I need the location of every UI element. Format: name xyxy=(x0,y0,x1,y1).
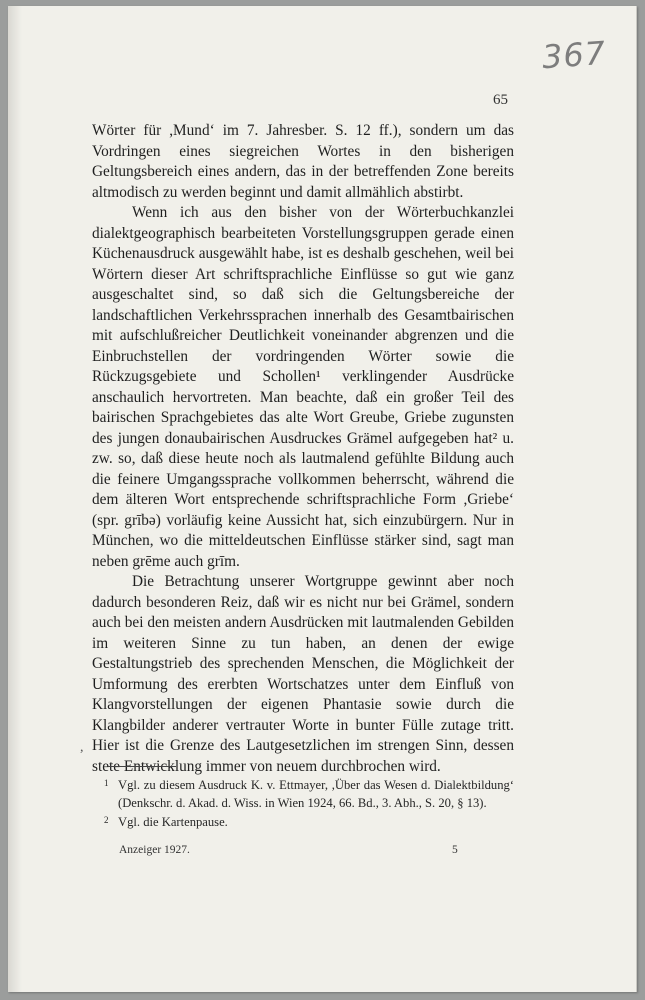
footer-signature-number: 5 xyxy=(452,844,458,856)
footnote-number: 1 xyxy=(104,778,109,788)
footnote-text: Vgl. zu diesem Ausdruck K. v. Ettmayer, ,Über das Wesen d. Dialektbildung‘ (Denkschr. d. Akad. d. Wiss. in Wien 1924, 66. Bd., 3. Abh., S. 20, § 13). xyxy=(118,778,514,811)
footnote-number: 2 xyxy=(104,814,109,825)
binding-shadow xyxy=(8,6,22,992)
page-number: 65 xyxy=(493,92,508,108)
paragraph: Wörter für ,Mund‘ im 7. Jahresber. S. 12 ff.), sondern um das Vordringen eines siegreichen Wortes in den bisherigen Geltungsbereich eines andern, das in der betreffenden Zone bereits altmodisch zu werden beginnt und damit allmählich abstirbt. xyxy=(92,122,514,201)
paragraph: Die Betrachtung unserer Wortgruppe gewinnt aber noch dadurch besonderen Reiz, daß wir es nicht nur bei Grämel, sondern auch bei den meisten andern Ausdrücken mit lautmalenden Gebilden im weiteren Sinne zu tun haben, an denen der ewige Gestaltungstrieb des sprechenden Menschen, die Möglichkeit der Umformung des ererbten Wortschatzes unter dem Einfluß von Klangvorstellungen der eigenen Phantasie sowie durch die Klangbilder anderer vertrauter Worte in bunter Fülle zutage tritt. Hier ist die Grenze des Lautgesetzlichen im strengen Sinn, dessen stete Entwicklung immer von neuem durchbrochen wird. xyxy=(92,573,514,775)
handwritten-page-number: 367 xyxy=(540,33,608,77)
footnote-divider xyxy=(108,766,176,767)
footnote xyxy=(104,813,514,831)
main-text xyxy=(92,121,514,777)
footer-publication: Anzeiger 1927. xyxy=(119,844,190,856)
footnotes xyxy=(104,776,514,831)
paragraph: Wenn ich aus den bisher von der Wörterbuchkanzlei dialektgeographisch bearbeiteten Vorstellungsgruppen gerade einen Küchenausdruck ausgewählt habe, ist es deshalb geschehen, weil bei Wörtern dieser Art schriftsprachliche Einflüsse so gut wie ganz ausgeschaltet sind, so daß sich die Geltungsbereiche der landschaftlichen Verkehrssprachen innerhalb des Gesamtbairischen mit aufschlußreicher Deutlichkeit voneinander abgrenzen und die Einbruchstellen der vordringenden Wörter sowie die Rückzugsgebiete und Schollen¹ verklingender Ausdrücke anschaulich hervortreten. Man beachte, daß ein großer Teil des bairischen Sprachgebietes das alte Wort Greube, Griebe zugunsten des jungen donaubairischen Ausdruckes Grämel aufgegeben hat² u. zw. so, daß diese heute noch als lautmalend gefühlte Bildung auch die feinere Umgangssprache vollkommen beherrscht, während die dem älteren Wort entsprechende schriftsprachliche Form ,Griebe‘ (spr. grībə) vorläufig keine Aussicht hat, sich einzubürgern. Nur in München, wo die mitteldeutschen Einflüsse stärker sind, sagt man neben grēme auch grīm. xyxy=(92,204,514,570)
pencil-mark: , xyxy=(80,740,84,755)
footnote xyxy=(104,776,514,813)
footnote-text: Vgl. die Kartenpause. xyxy=(118,814,228,829)
